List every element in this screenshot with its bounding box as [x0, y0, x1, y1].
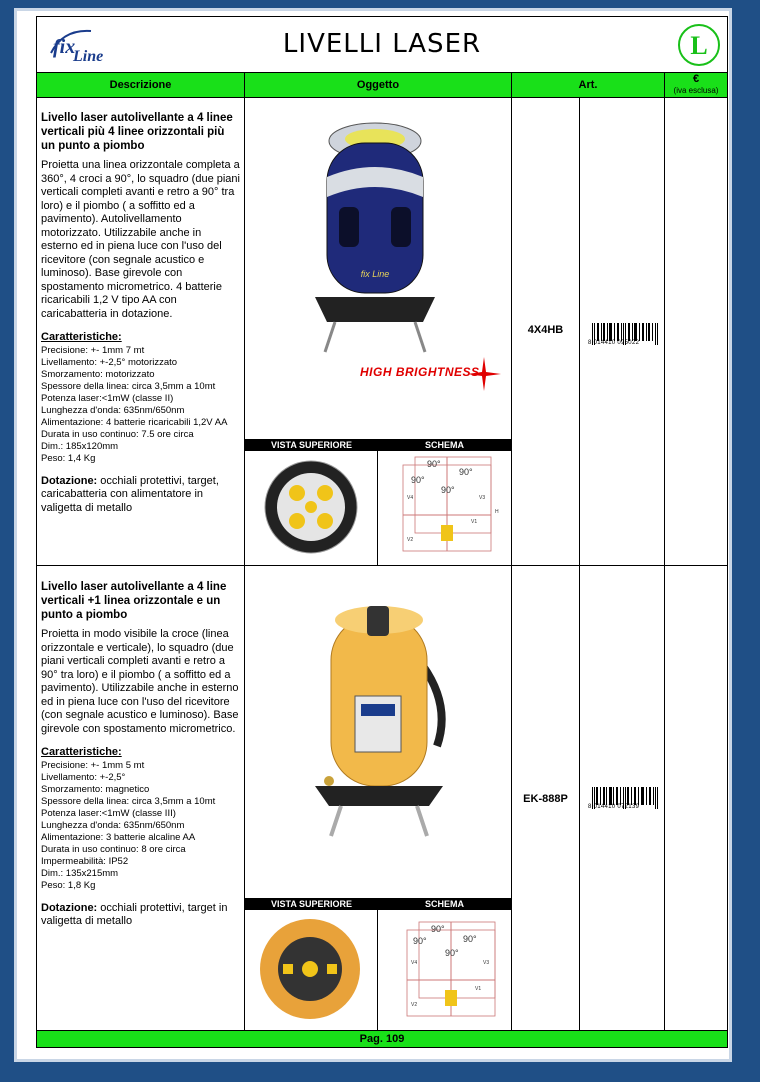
laser-level-ek888p-image — [311, 596, 451, 846]
l-circle-logo-icon — [677, 23, 721, 67]
spec-item: Precisione: +- 1mm 5 mt — [41, 759, 145, 771]
barcode-number: 8 014410 072139 — [588, 804, 640, 810]
art-code: 4X4HB — [527, 324, 564, 336]
svg-text:fix Line: fix Line — [360, 269, 390, 279]
spec-item: Livellamento: +-2,5° — [41, 771, 126, 783]
svg-text:90°: 90° — [463, 934, 477, 944]
svg-text:L: L — [690, 31, 708, 60]
svg-text:V3: V3 — [483, 960, 490, 966]
svg-text:90°: 90° — [411, 475, 425, 485]
spec-item: Dim.: 135x215mm — [41, 867, 119, 879]
svg-text:90°: 90° — [413, 936, 427, 946]
product-text: Proietta una linea orizzontale completa a 360°, 4 croci a 90°, lo squadro (due piani verticali completi avanti e retro a 90° tra loro) e il piombo ( a soffitto ed a pavimento). Autolivellamento motorizzato. Utilizzabile anche in esterno ed in piena luce con l'uso del ricevitore (con segnale acustico e luminoso). Base girevole con spostamento micrometrico. 4 batterie ricaricabili 1,2 V tipo AA con caricabatteria in dotazione. — [41, 159, 240, 320]
spec-item: Peso: 1,4 Kg — [41, 452, 96, 464]
schema-label: SCHEMA — [378, 898, 511, 910]
specs-list — [41, 760, 240, 892]
specs-list — [41, 345, 240, 465]
price-cell — [665, 97, 727, 565]
svg-text:V1: V1 — [475, 986, 482, 992]
svg-text:V2: V2 — [407, 537, 414, 543]
schema-label: SCHEMA — [378, 439, 511, 451]
price-cell — [665, 566, 727, 1031]
art-code: EK-888P — [523, 793, 568, 805]
spec-item: Peso: 1,8 Kg — [41, 879, 96, 891]
barcode-cell — [580, 566, 665, 1031]
top-view-image — [259, 457, 363, 557]
svg-text:V2: V2 — [411, 1002, 418, 1008]
euro-symbol: € — [692, 73, 700, 85]
page-footer: Pag. 109 — [37, 1030, 727, 1047]
spec-item: Spessore della linea: circa 3,5mm a 10mt — [41, 795, 216, 807]
page-title: LIVELLI LASER — [282, 29, 482, 59]
product-image-cell — [245, 566, 512, 1031]
header — [37, 17, 727, 72]
spec-item: Alimentazione: 4 batterie ricaricabili 1,2V AA — [41, 416, 228, 428]
svg-text:V1: V1 — [471, 519, 478, 525]
spec-item: Impermeabilità: IP52 — [41, 855, 129, 867]
top-view-image — [255, 914, 365, 1024]
product-row-1 — [37, 97, 727, 566]
subdivider — [377, 451, 378, 565]
column-header-row — [37, 72, 727, 98]
col-price — [665, 73, 727, 97]
spec-item: Spessore della linea: circa 3,5mm a 10mt — [41, 380, 216, 392]
spec-item: Dim.: 185x120mm — [41, 440, 119, 452]
vista-superiore-label: VISTA SUPERIORE — [245, 898, 378, 910]
product-row-2 — [37, 566, 727, 1032]
dotazione: Dotazione: occhiali protettivi, target in valigetta di metallo — [41, 901, 228, 927]
catalog-sheet — [36, 16, 728, 1048]
svg-text:fix: fix — [53, 36, 76, 58]
col-art: Art. — [512, 73, 665, 97]
features-label: Caratteristiche: — [41, 331, 122, 343]
spec-item: Livellamento: +-2,5° motorizzato — [41, 356, 178, 368]
spec-item: Potenza laser:<1mW (classe III) — [41, 807, 176, 819]
spec-item: Lunghezza d'onda: 635nm/650nm — [41, 819, 185, 831]
spec-item: Durata in uso continuo: 8 ore circa — [41, 843, 186, 855]
svg-text:V3: V3 — [479, 495, 486, 501]
svg-text:90°: 90° — [459, 467, 473, 477]
col-oggetto: Oggetto — [245, 73, 512, 97]
spec-item: Potenza laser:<1mW (classe II) — [41, 392, 174, 404]
features-label: Caratteristiche: — [41, 746, 122, 758]
product-description — [37, 566, 245, 1031]
subdivider — [377, 910, 378, 1031]
svg-text:H: H — [495, 509, 499, 515]
laser-level-4x4hb-image — [305, 117, 445, 367]
dotazione: Dotazione: occhiali protettivi, target, caricabatteria con alimentatore in valigetta di metallo — [41, 474, 219, 514]
vista-superiore-label: VISTA SUPERIORE — [245, 439, 378, 451]
spec-item: Precisione: +- 1mm 7 mt — [41, 344, 145, 356]
product-title: Livello laser autolivellante a 4 linee verticali più 4 linee orizzontali più un punto a piombo — [41, 112, 233, 152]
high-brightness-badge: HIGH BRIGHTNESS — [360, 365, 480, 379]
spec-item: Durata in uso continuo: 7.5 ore circa — [41, 428, 194, 440]
product-text: Proietta in modo visibile la croce (linea orizzontale e verticale), lo squadro (due piani verticali completi avanti e retro a 90° tra loro) e il piombo ( a soffitto ed a pavimento). Utilizzabile anche in esterno ed in piena luce con l'uso del ricevitore (con segnale acustico e luminoso). Base girevole con spostamento micrometrico. — [41, 628, 239, 735]
sparkle-icon — [467, 357, 501, 391]
svg-text:90°: 90° — [445, 948, 459, 958]
svg-text:V4: V4 — [411, 960, 418, 966]
svg-text:90°: 90° — [431, 924, 445, 934]
price-note: (iva esclusa) — [673, 86, 719, 95]
product-image-cell — [245, 97, 512, 565]
art-code-cell — [512, 97, 580, 565]
svg-text:90°: 90° — [441, 485, 455, 495]
product-description — [37, 97, 245, 565]
schema-diagram — [391, 455, 503, 559]
spec-item: Lunghezza d'onda: 635nm/650nm — [41, 404, 185, 416]
barcode-number: 8 014410 095022 — [588, 340, 640, 346]
svg-text:90°: 90° — [427, 459, 441, 469]
schema-diagram — [395, 920, 507, 1024]
svg-text:V4: V4 — [407, 495, 414, 501]
svg-text:Line: Line — [73, 48, 104, 65]
col-descrizione: Descrizione — [37, 73, 245, 97]
barcode-cell — [580, 97, 665, 565]
spec-item: Smorzamento: motorizzato — [41, 368, 155, 380]
art-code-cell — [512, 566, 580, 1031]
product-title: Livello laser autolivellante a 4 line verticali +1 linea orizzontale e un punto a piombo — [41, 581, 227, 621]
spec-item: Smorzamento: magnetico — [41, 783, 150, 795]
spec-item: Alimentazione: 3 batterie alcaline AA — [41, 831, 196, 843]
